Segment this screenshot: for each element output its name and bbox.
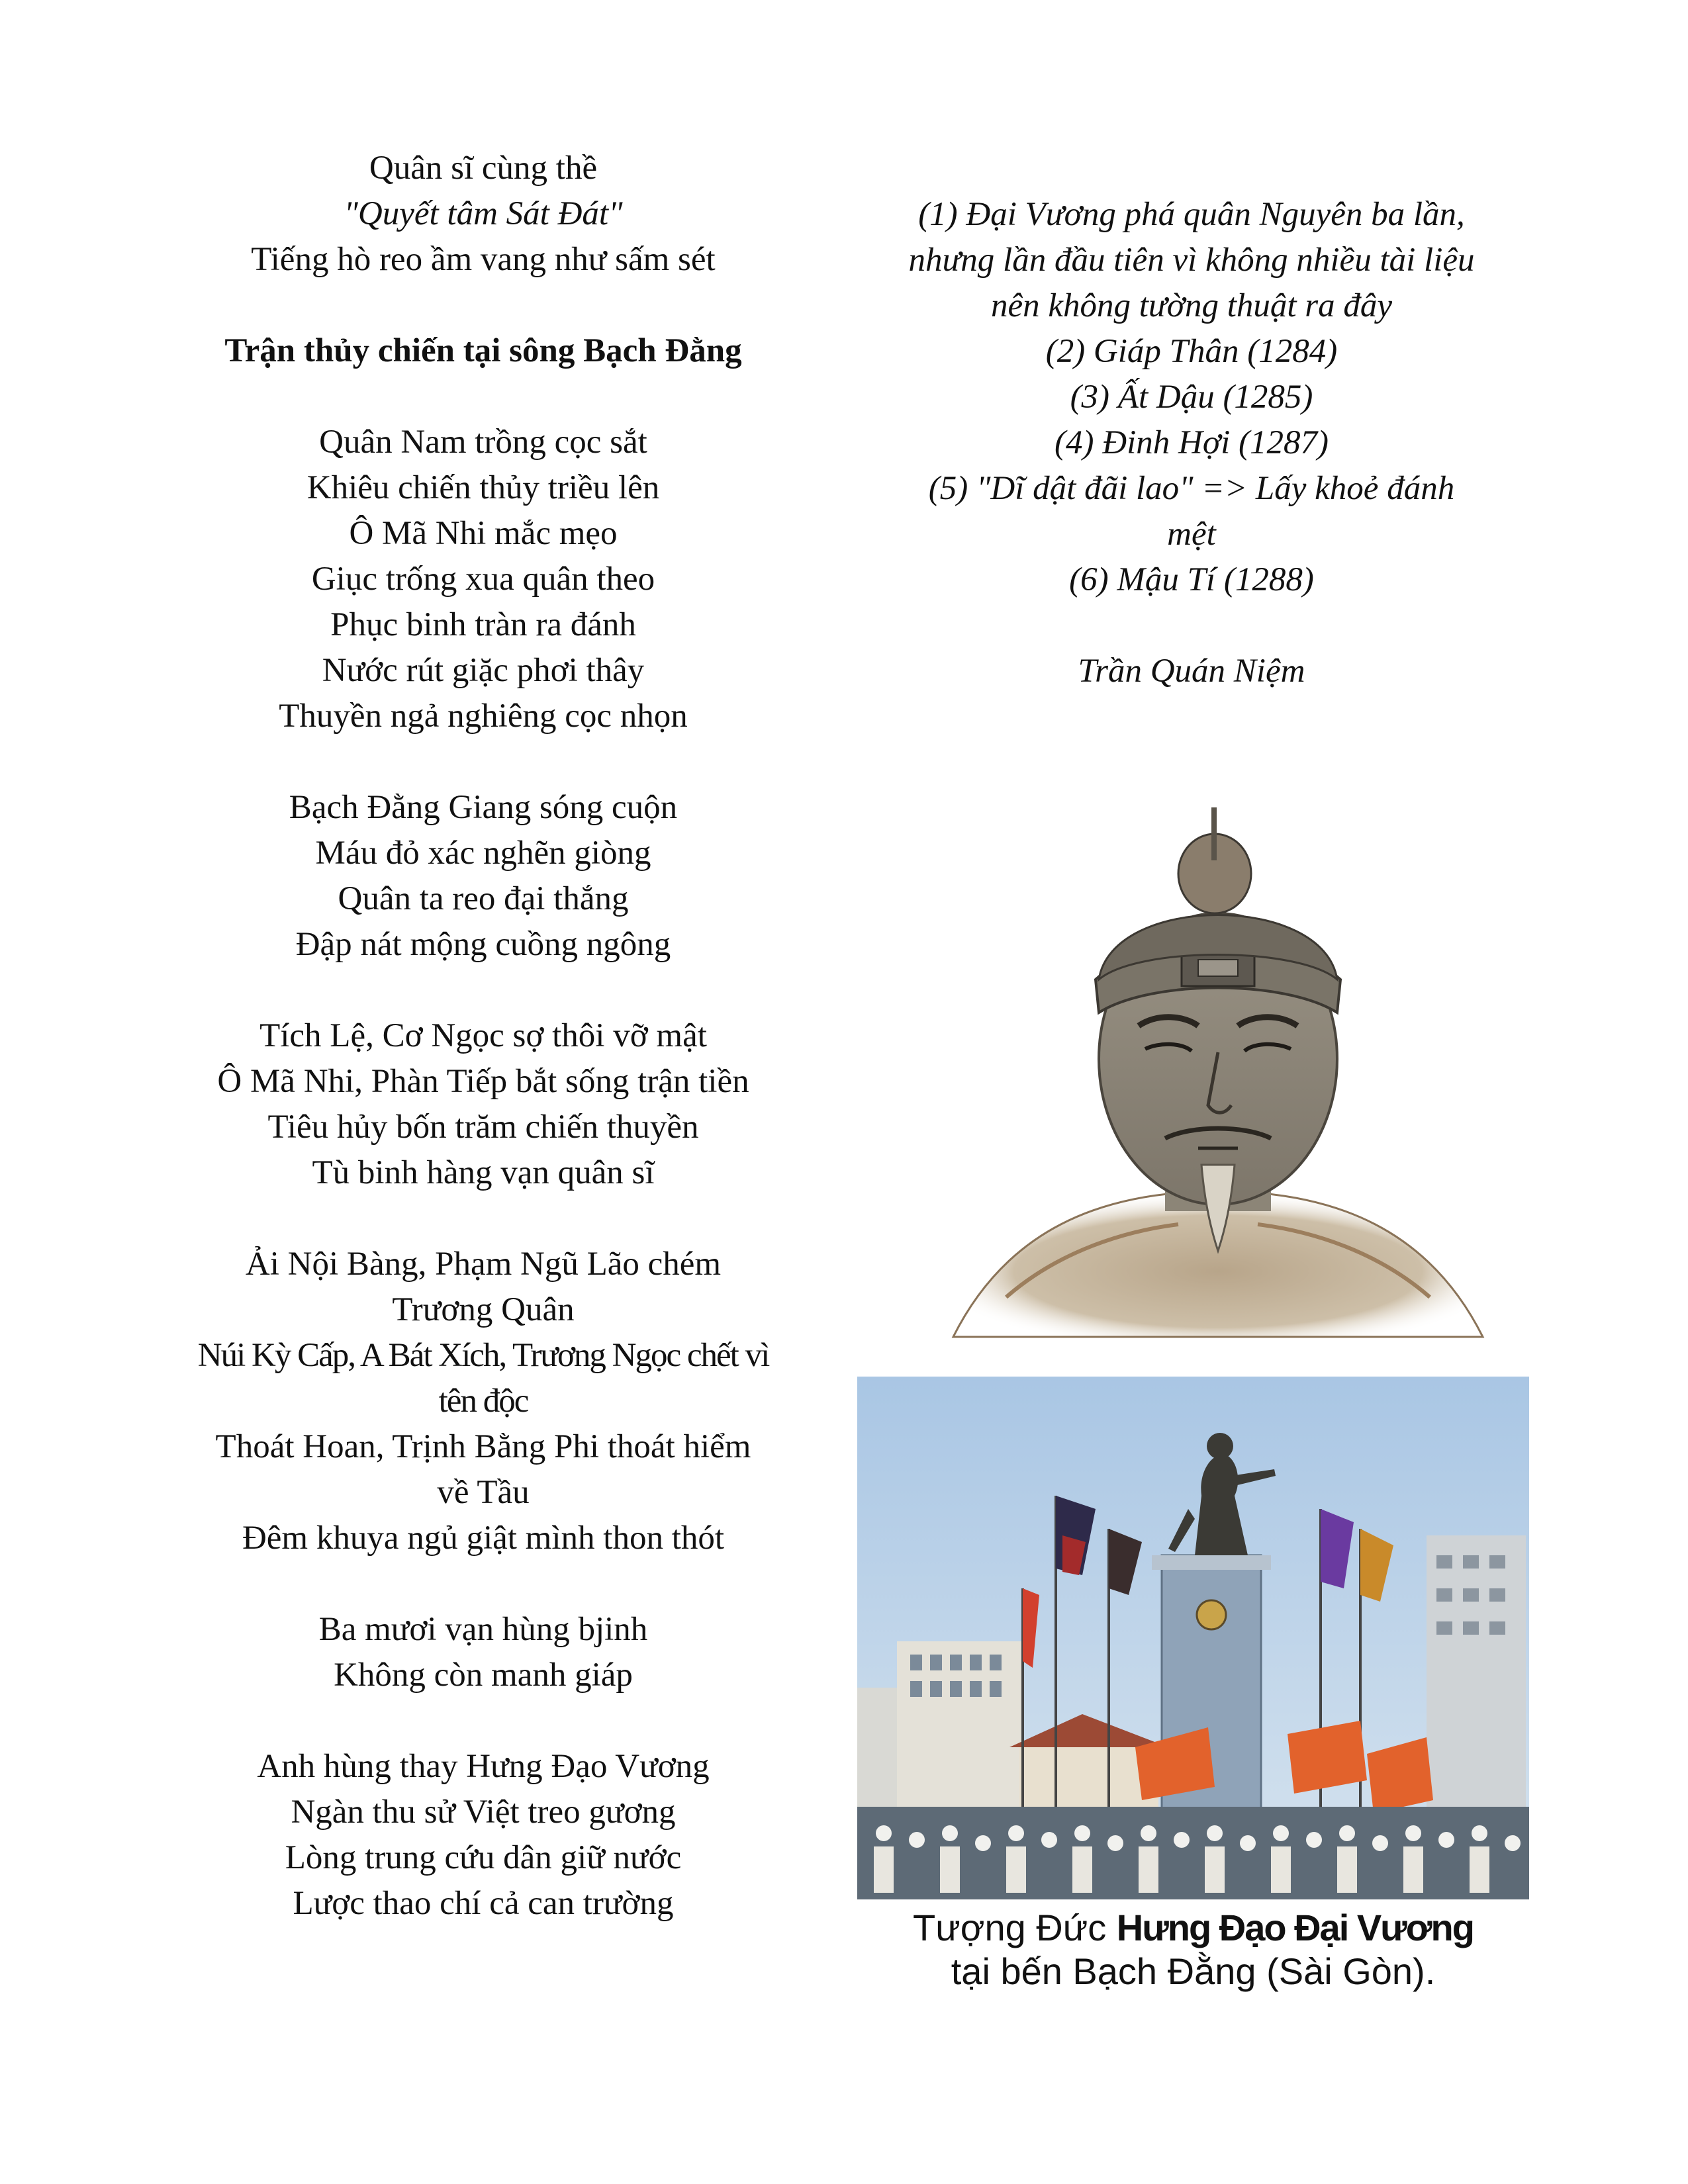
poem-column [132,146,834,1927]
poem-line: Núi Kỳ Cấp, A Bát Xích, Trương Ngọc chết vì [197,1337,769,1374]
author-name: Trần Quán Niệm [1078,653,1305,690]
note-line: (6) Mậu Tí (1288) [1069,561,1314,598]
caption-line-2: tại bến Bạch Đằng (Sài Gòn). [951,1950,1436,1992]
poem-line: Quân ta reo đại thắng [338,880,629,917]
notes-column [827,192,1556,694]
poem-line: Giục trống xua quân theo [311,561,655,598]
poem-line: về Tầu [437,1474,530,1511]
note-line: (4) Đinh Hợi (1287) [1055,424,1329,461]
poem-line: Tù binh hàng vạn quân sĩ [312,1154,655,1191]
poem-line: Máu đỏ xác nghẽn giòng [315,835,651,872]
poem-line: Lòng trung cứu dân giữ nước [285,1839,682,1876]
caption-prefix: Tượng Đức [913,1907,1117,1948]
poem-line: Tiêu hủy bốn trăm chiến thuyền [267,1109,699,1146]
poem-line: Đập nát mộng cuồng ngông [295,926,671,963]
note-line: nhưng lần đầu tiên vì không nhiều tài liệu [908,242,1475,279]
note-line: mệt [1167,516,1216,553]
note-line: (5) "Dĩ dật đãi lao" => Lấy khoẻ đánh [928,470,1455,507]
poem-line: Quân sĩ cùng thề [369,150,598,187]
note-line: nên không tường thuật ra đây [990,287,1393,324]
poem-line: Bạch Đằng Giang sóng cuộn [289,789,678,826]
poem-line: Ô Mã Nhi, Phàn Tiếp bắt sống trận tiền [217,1063,749,1100]
poem-line: Ba mươi vạn hùng bjinh [318,1611,648,1648]
note-line: (2) Giáp Thân (1284) [1045,333,1338,370]
note-line: (1) Đại Vương phá quân Nguyên ba lần, [918,196,1465,233]
poem-line: Nước rút giặc phơi thây [322,652,645,689]
section-heading: Trận thủy chiến tại sông Bạch Đằng [224,332,742,369]
caption-line-1 [841,1906,1546,1950]
photo-caption [841,1906,1546,1993]
poem-line: Khiêu chiến thủy triều lên [306,469,660,506]
poem-line: Ải Nội Bàng, Phạm Ngũ Lão chém [245,1246,722,1283]
statue-photo [857,1377,1529,1899]
portrait-illustration [927,794,1509,1357]
poem-line: Phục binh tràn ra đánh [330,606,636,643]
poem-line: Quân Nam trồng cọc sắt [319,424,647,461]
poem-line: tên độc [438,1383,528,1420]
poem-line: Đêm khuya ngủ giật mình thon thót [242,1520,725,1557]
poem-line: Tiếng hò reo ầm vang như sấm sét [251,241,716,278]
poem-line: Thoát Hoan, Trịnh Bằng Phi thoát hiểm [215,1428,751,1465]
poem-line: Lược thao chí cả can trường [293,1885,674,1922]
poem-line: Anh hùng thay Hưng Đạo Vương [257,1748,710,1785]
poem-line: Thuyền ngả nghiêng cọc nhọn [279,698,688,735]
poem-line: Ô Mã Nhi mắc mẹo [349,515,618,552]
caption-name: Hưng Đạo Đại Vương [1116,1907,1474,1948]
poem-line: "Quyết tâm Sát Đát" [344,195,623,232]
poem-line: Ngàn thu sử Việt treo gương [291,1794,676,1831]
poem-line: Trương Quân [392,1291,575,1328]
poem-line: Không còn manh giáp [334,1657,633,1694]
poem-line: Tích Lệ, Cơ Ngọc sợ thôi vỡ mật [259,1017,707,1054]
note-line: (3) Ất Dậu (1285) [1070,379,1313,416]
